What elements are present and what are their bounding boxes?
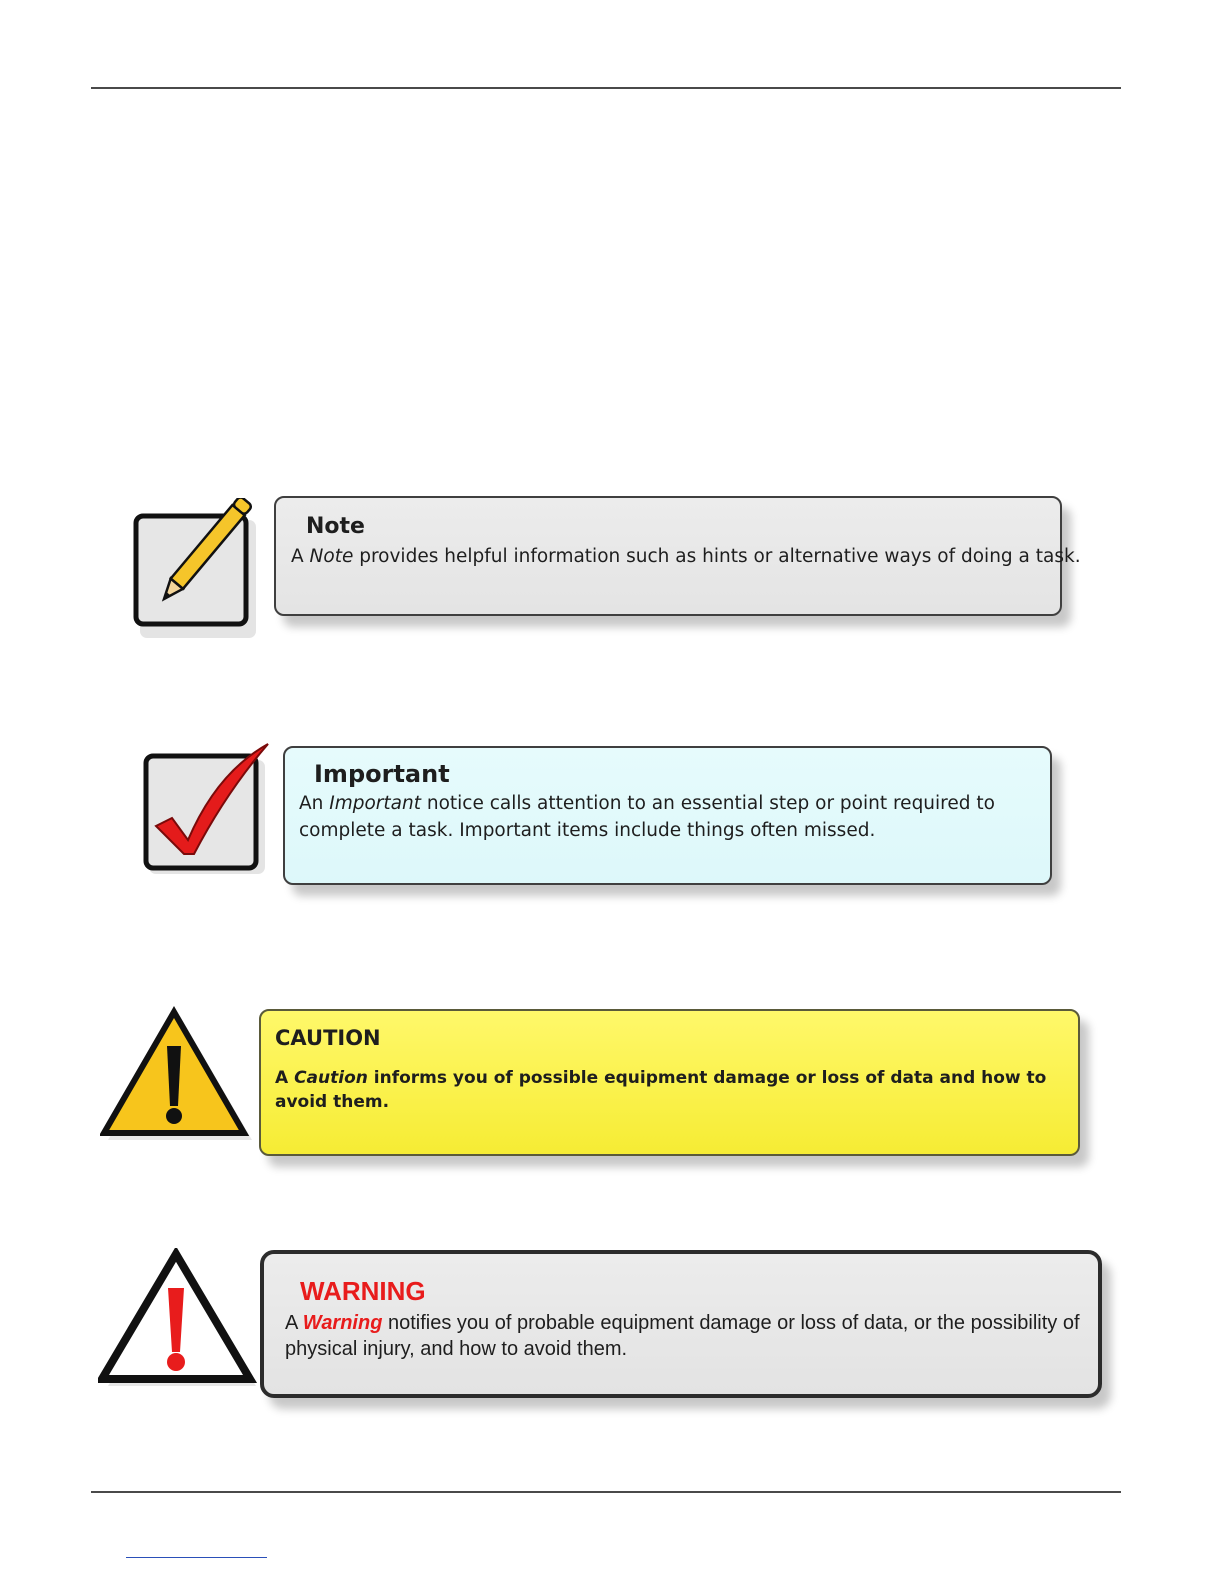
footer-link-underline bbox=[126, 1557, 267, 1558]
header-rule bbox=[91, 87, 1121, 89]
caution-title: CAUTION bbox=[275, 1026, 381, 1050]
important-title: Important bbox=[314, 760, 450, 788]
warning-triangle-icon bbox=[98, 1248, 258, 1388]
footer-rule bbox=[91, 1491, 1121, 1493]
checkmark-icon bbox=[138, 740, 272, 878]
warning-text: A Warning notifies you of probable equipment damage or loss of data, or the possibility of physical injury, and how to avoid them. bbox=[285, 1312, 1080, 1360]
important-callout bbox=[283, 746, 1052, 885]
caution-text: A Caution informs you of possible equipment damage or loss of data and how to avoid them. bbox=[275, 1068, 1047, 1112]
caution-triangle-icon bbox=[100, 1006, 252, 1142]
warning-callout bbox=[260, 1250, 1102, 1398]
note-title: Note bbox=[306, 514, 365, 539]
note-text: A Note provides helpful information such as hints or alternative ways of doing a task. bbox=[291, 546, 1081, 567]
note-callout bbox=[274, 496, 1081, 616]
important-text: An Important notice calls attention to an essential step or point required to complete a task. Important items include things often missed. bbox=[299, 793, 995, 841]
warning-title: WARNING bbox=[300, 1276, 426, 1306]
caution-callout bbox=[259, 1009, 1080, 1156]
pencil-icon bbox=[124, 498, 270, 638]
